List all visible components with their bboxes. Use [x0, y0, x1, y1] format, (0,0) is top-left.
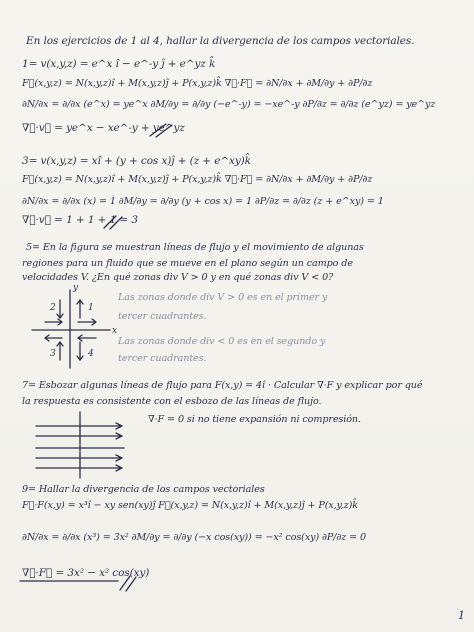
ex3-partials: ∂N/∂x = ∂/∂x (x) = 1 ∂M/∂y = ∂/∂y (y + cos x) = 1 ∂P/∂z = ∂/∂z (z + e^xy) = 1: [22, 196, 384, 207]
quadrant-3-label: 3: [50, 349, 56, 359]
ex5-answer-4: tercer cuadrantes.: [118, 353, 207, 364]
quadrant-4-label: 4: [88, 349, 94, 359]
ex3-statement: 3= v(x,y,z) = xî + (y + cos x)ĵ + (z + e^xy)k̂: [22, 155, 251, 167]
ex5-line-3: velocidades V. ¿En qué zonas div V > 0 y en qué zonas div V < 0?: [22, 272, 334, 283]
ex1-partials: ∂N/∂x = ∂/∂x (e^x) = ye^x ∂M/∂y = ∂/∂y (−e^-y) = −xe^-y ∂P/∂z = ∂/∂z (e^yz) = ye^yz: [22, 99, 436, 110]
ex9-result: ∇⃗·F⃗ = 3x² − x² cos(xy): [22, 567, 150, 579]
page-number: 1: [458, 609, 465, 622]
ex3-result: ∇⃗·v⃗ = 1 + 1 + 1 = 3: [22, 214, 138, 226]
ex1-statement: 1= v(x,y,z) = e^x î − e^-y ĵ + e^yz k̂: [22, 58, 216, 70]
ex1-field-form: F⃗(x,y,z) = N(x,y,z)î + M(x,y,z)ĵ + P(x,y,z)k̂ ∇⃗·F⃗ = ∂N/∂x + ∂M/∂y + ∂P/∂z: [22, 78, 373, 89]
ex9-statement: 9= Hallar la divergencia de los campos vectoriales: [22, 484, 265, 495]
ex9-partials: ∂N/∂x = ∂/∂x (x³) = 3x² ∂M/∂y = ∂/∂y (−x cos(xy)) = −x² cos(xy) ∂P/∂z = 0: [22, 532, 367, 543]
ex7-answer: ∇·F = 0 si no tiene expansión ni compresión.: [148, 414, 361, 425]
ex3-check-mark: [104, 216, 122, 229]
ex7-line-1: 7= Esbozar algunas líneas de flujo para F(x,y) = 4î · Calcular ∇·F y explicar por qué: [22, 380, 423, 391]
ex3-field-form: F⃗(x,y,z) = N(x,y,z)î + M(x,y,z)ĵ + P(x,y,z)k̂ ∇⃗·F⃗ = ∂N/∂x + ∂M/∂y + ∂P/∂z: [22, 174, 373, 185]
ex7-line-2: la respuesta es consistente con el esbozo de las líneas de flujo.: [22, 396, 322, 407]
ex5-answer-3: Las zonas donde div < 0 es en el segundo y: [118, 336, 326, 347]
ex5-answer-1: Las zonas donde div V > 0 es en el primer y: [118, 292, 328, 303]
ex1-result: ∇⃗·v⃗ = ye^x − xe^-y + ye^yz: [22, 122, 185, 134]
intro-line: En los ejercicios de 1 al 4, hallar la divergencia de los campos vectoriales.: [26, 35, 415, 47]
ex1-check-mark: [150, 124, 172, 137]
quadrant-1-label: 1: [88, 303, 94, 313]
ex9-check-mark: [120, 576, 136, 591]
ex5-line-1: 5= En la figura se muestran líneas de flujo y el movimiento de algunas: [26, 242, 364, 253]
quadrant-2-label: 2: [50, 303, 56, 313]
ex5-y-label: y: [73, 283, 79, 293]
ex5-x-label: x: [112, 326, 118, 336]
ex9-field-form: F⃗·F(x,y) = x³î − xy sen(xy)ĵ F⃗(x,y,z) = N(x,y,z)î + M(x,y,z)ĵ + P(x,y,z)k̂: [22, 500, 358, 511]
ex5-line-2: regiones para un fluido que se mueve en el plano según un campo de: [22, 258, 353, 269]
ex5-answer-2: tercer cuadrantes.: [118, 311, 207, 322]
